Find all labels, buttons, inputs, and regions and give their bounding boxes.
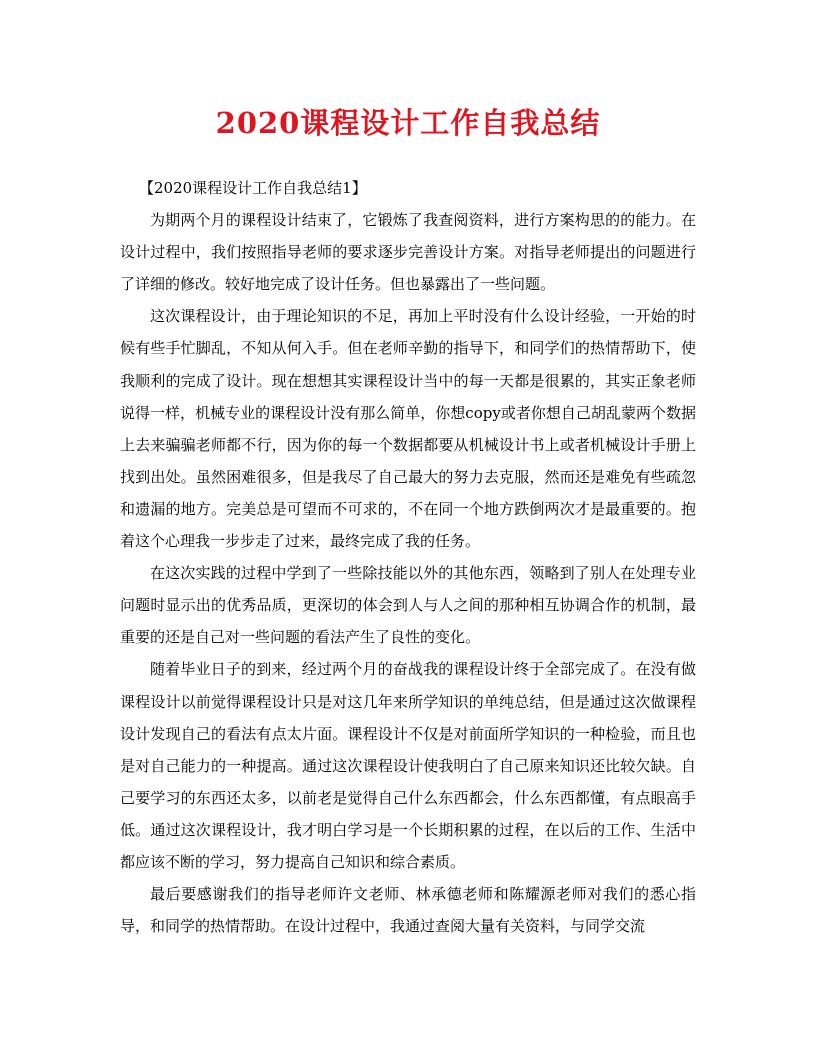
- section-heading: 【2020课程设计工作自我总结1】: [139, 179, 367, 197]
- document-body: [120, 172, 696, 942]
- paragraph: 最后要感谢我们的指导老师许文老师、林承德老师和陈耀源老师对我们的悉心指导，和同学的热情帮助。在设计过程中，我通过查阅大量有关资料，与同学交流: [120, 885, 696, 936]
- paragraph: 这次课程设计，由于理论知识的不足，再加上平时没有什么设计经验，一开始的时候有些手忙脚乱，不知从何入手。但在老师辛勤的指导下，和同学们的热情帮助下，使我顺利的完成了设计。现在想想其实课程设计当中的每一天都是很累的，其实正象老师说得一样，机械专业的课程设计没有那么简单，你想copy或者你想自己胡乱蒙两个数据上去来骗骗老师都不行，因为你的每一个数据都要从机械设计书上或者机械设计手册上找到出处。虽然困难很多，但是我尽了自己最大的努力去克服，然而还是难免有些疏忽和遗漏的地方。完美总是可望而不可求的，不在同一个地方跌倒两次才是最重要的。抱着这个心理我一步步走了过来，最终完成了我的任务。: [120, 307, 696, 551]
- paragraph: 为期两个月的课程设计结束了，它锻炼了我查阅资料，进行方案构思的的能力。在设计过程中，我们按照指导老师的要求逐步完善设计方案。对指导老师提出的问题进行了详细的修改。较好地完成了设计任务。但也暴露出了一些问题。: [120, 211, 696, 294]
- paragraph: 在这次实践的过程中学到了一些除技能以外的其他东西，领略到了别人在处理专业问题时显示出的优秀品质，更深切的体会到人与人之间的那种相互协调合作的机制，最重要的还是自己对一些问题的看法产生了良性的变化。: [120, 564, 696, 647]
- paragraph: 随着毕业日子的到来，经过两个月的奋战我的课程设计终于全部完成了。在没有做课程设计以前觉得课程设计只是对这几年来所学知识的单纯总结，但是通过这次做课程设计发现自己的看法有点太片面。课程设计不仅是对前面所学知识的一种检验，而且也是对自己能力的一种提高。通过这次课程设计使我明白了自己原来知识还比较欠缺。自己要学习的东西还太多，以前老是觉得自己什么东西都会，什么东西都懂，有点眼高手低。通过这次课程设计，我才明白学习是一个长期积累的过程，在以后的工作、生活中都应该不断的学习，努力提高自己知识和综合素质。: [120, 660, 696, 871]
- document-title: 2020课程设计工作自我总结: [215, 106, 601, 140]
